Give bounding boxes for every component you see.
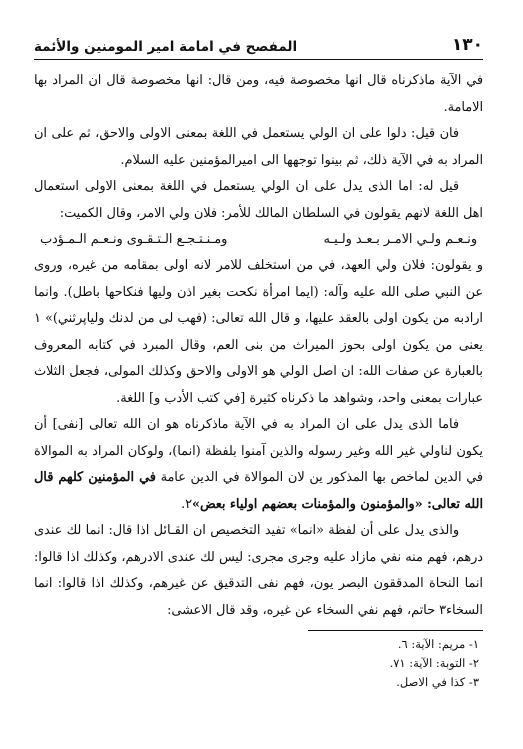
footnote-2: ٢- التوبة: الآية: ٧١.: [389, 656, 479, 670]
page-header: [34, 30, 483, 60]
running-title: المفصح في امامة امير المومنين والأئمة: [34, 39, 298, 55]
quran-quote-bold: في المؤمنين كلهم قال الله تعالى: «والمؤمنون والمؤمنات بعضهم اولياء بعض»: [34, 470, 483, 512]
verse-second-hemistich: ومـنـتـجـع الـتـقـوى ونـعـم الـمـؤدب: [40, 232, 228, 247]
main-text: [34, 68, 483, 624]
paragraph-5: [34, 412, 483, 518]
poem-verse: [34, 227, 483, 253]
footnote-1: ١- مريم: الآية: ٦.: [397, 637, 479, 651]
paragraph-3: قيل له: اما الذى يدل على ان الولي يستعمل في اللغة بمعنى الاولى استعمال اهل اللغة لانهم يقولون في السلطان المالك للأمر: فلان ولي الامر، وقال الكميت:: [34, 179, 483, 221]
paragraph-5-text: فاما الذى يدل على ان المراد به في الآية ماذكرناه هو ان الله تعالى [نفى] أن يكون لناولي غير الله وغير رسوله والذين آمنوا بلفظة (انما)، ولوكان المراد به الموالاة في الدين لماخص بها المذكور ين لان الموالاة في الدين عامة: [34, 417, 483, 485]
footnote-divider: [308, 630, 483, 631]
paragraph-6: والذى يدل على أن لفظة «انما» تفيد التخصيص ان القـائل اذا قال: انما لك عندى درهم، فهم منه نفي مازاد عليه وجرى مجرى: ليس لك عندى الادرهم، وكذلك اذا قالوا: انما النحاة المدققون البصر يون، فهم نفى التدقيق عن غيرهم، وكذلك اذا قالوا: انما السخاء٣ حاتم، فهم نفي السخاء عن غيره، وقد قال الاعشى:: [34, 523, 483, 618]
verse-first-hemistich: ونـعـم ولـي الامـر بـعـد ولـيـه: [323, 232, 477, 247]
footnote-3: ٣- كذا في الاصل.: [396, 675, 479, 689]
paragraph-2: فان قيل: دلوا على ان الولي يستعمل في اللغة بمعنى الاولى والاحق، ثم على ان المراد به في الآية ذلك، ثم بينوا توجهها الى اميرالمؤمنين عليه السلام.: [34, 126, 483, 168]
footnotes: [34, 635, 483, 692]
paragraph-4: و يقولون: فلان ولي العهد، في من استخلف للامر لانه اولى بمقامه من غيره، وروى عن النبي صلى الله عليه وآله: (ايما امرأة نكحت بغير اذن وليها فنكاحها باطل). وانما ارادبه من يكون اولى بالعقد عليها، و قال الله تعالى: (فهب لى من لدنك ولياپرثني)» ١ يعنى من يكون اولى بحوز الميراث من بنى العم، وقال المبرد في كتابه المعروف بالعبارة عن صفات الله: ان اصل الولي هو الاولى والاحق وكذلك المولى، فجعل الثلاث عبارات بمعنى واحد، وشواهد ما ذكرناه كثيرة [في كتب الأدب و] اللغة.: [34, 258, 483, 406]
paragraph-1: في الآية ماذكرناه قال انها مخصوصة فيه، ومن قال: انها مخصوصة قال ان المراد بها الامامة.: [34, 73, 483, 115]
footnote-ref-2: ٢.: [181, 496, 193, 512]
page-number: ١٣٠: [451, 35, 483, 55]
